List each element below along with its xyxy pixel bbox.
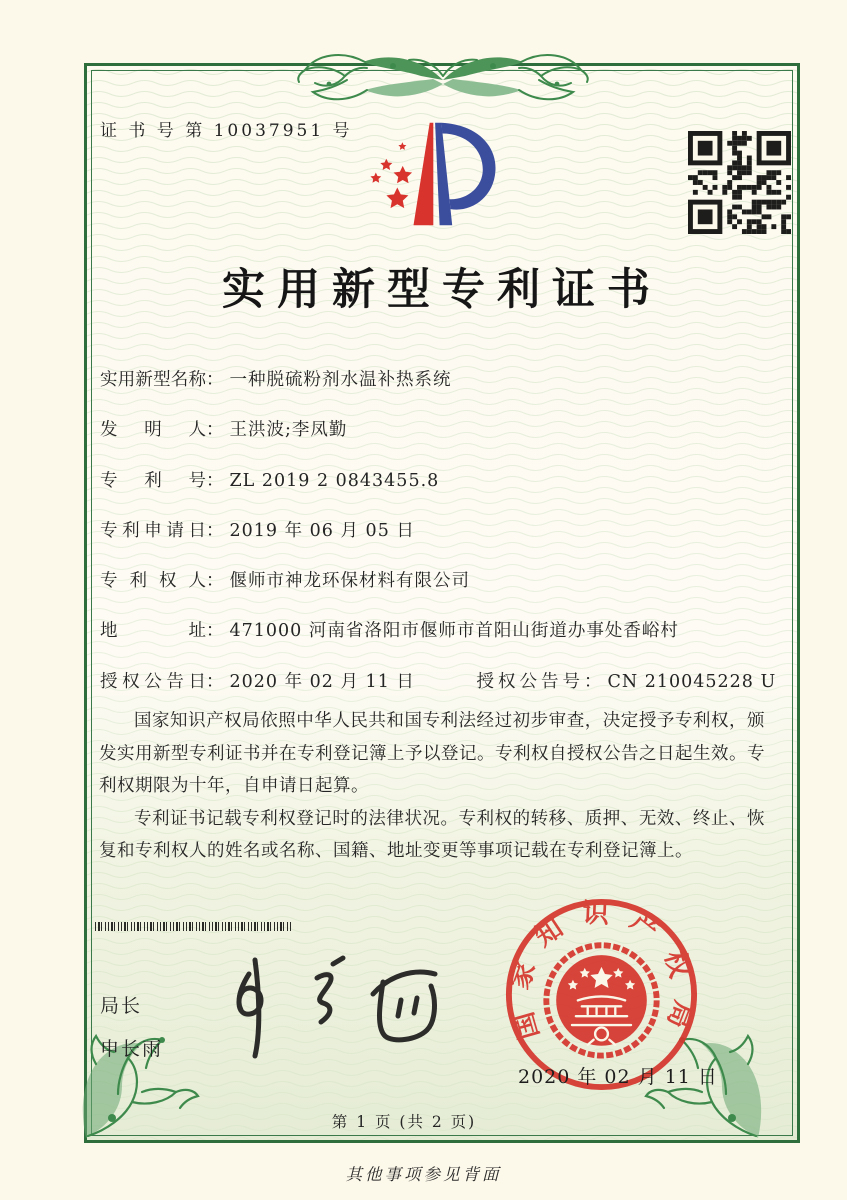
field-label: 专利号: [100, 470, 206, 491]
field-label: 专利申请日: [100, 520, 206, 541]
field-patentee: 专利权人： 偃师市神龙环保材料有限公司: [100, 567, 770, 617]
director-title: 局长: [100, 995, 143, 1017]
field-utility-model-name: 实用新型名称： 一种脱硫粉剂水温补热系统: [100, 366, 770, 416]
cnipa-logo: [346, 110, 508, 238]
national-emblem: [546, 945, 656, 1055]
field-label: 发明人: [100, 420, 206, 441]
field-patent-number: 专利号： ZL 2019 2 0843455.8: [100, 467, 770, 517]
field-label: 授权公告号: [476, 671, 584, 692]
field-label: 实用新型名称: [100, 370, 206, 390]
certificate-number: 证 书 号 第 10037951 号: [100, 121, 353, 141]
field-grant-date: 授权公告日： 2020 年 02 月 11 日: [100, 672, 420, 692]
field-label: 授权公告日: [100, 671, 206, 692]
field-address: 地址： 471000 河南省洛阳市偃师市首阳山街道办事处香峪村: [100, 617, 770, 667]
seal-date: 2020 年 02 月 11 日: [518, 1066, 718, 1088]
logo-p-shape: [414, 123, 496, 226]
qr-code: [688, 131, 791, 234]
field-label: 地址: [100, 621, 206, 642]
field-value: CN 210045228 U: [607, 671, 777, 692]
field-value: 2020 年 02 月 11 日: [229, 671, 415, 692]
page-number: 第 1 页 (共 2 页): [331, 1113, 477, 1131]
legal-text-block: [99, 705, 765, 868]
field-label: 专利权人: [100, 571, 206, 592]
director-block: [100, 991, 163, 1077]
field-value: ZL 2019 2 0843455.8: [229, 470, 440, 491]
field-filing-date: 专利申请日： 2019 年 06 月 05 日: [100, 517, 770, 567]
certificate-title: 实用新型专利证书: [222, 265, 662, 315]
field-value: 王洪波;李凤勤: [229, 420, 348, 441]
director-signature: [205, 952, 455, 1067]
seal-ring-text: 国家知识产权局: [503, 897, 700, 1050]
top-flourish-ornament: [293, 40, 593, 114]
fields-block: [100, 366, 777, 718]
field-value: 一种脱硫粉剂水温补热系统: [229, 370, 452, 390]
logo-stars: [370, 142, 412, 208]
barcode: [95, 922, 291, 931]
legal-paragraph-2: 专利证书记载专利权登记时的法律状况。专利权的转移、质押、无效、终止、恢复和专利权人的姓名或名称、国籍、地址变更等事项记载在专利登记簿上。: [99, 808, 765, 862]
field-inventor: 发明人： 王洪波;李凤勤: [100, 416, 770, 466]
field-grant-number: 授权公告号： CN 210045228 U: [476, 672, 776, 692]
director-name: 申长雨: [100, 1038, 164, 1060]
field-value: 2019 年 06 月 05 日: [229, 520, 415, 541]
legal-paragraph-1: 国家知识产权局依照中华人民共和国专利法经过初步审查，决定授予专利权，颁发实用新型专利证书并在专利登记簿上予以登记。专利权自授权公告之日起生效。专利权期限为十年，自申请日起算。: [99, 711, 765, 797]
back-side-note: 其他事项参见背面: [345, 1165, 502, 1184]
field-value: 偃师市神龙环保材料有限公司: [229, 571, 470, 592]
field-value: 471000 河南省洛阳市偃师市首阳山街道办事处香峪村: [229, 621, 679, 642]
